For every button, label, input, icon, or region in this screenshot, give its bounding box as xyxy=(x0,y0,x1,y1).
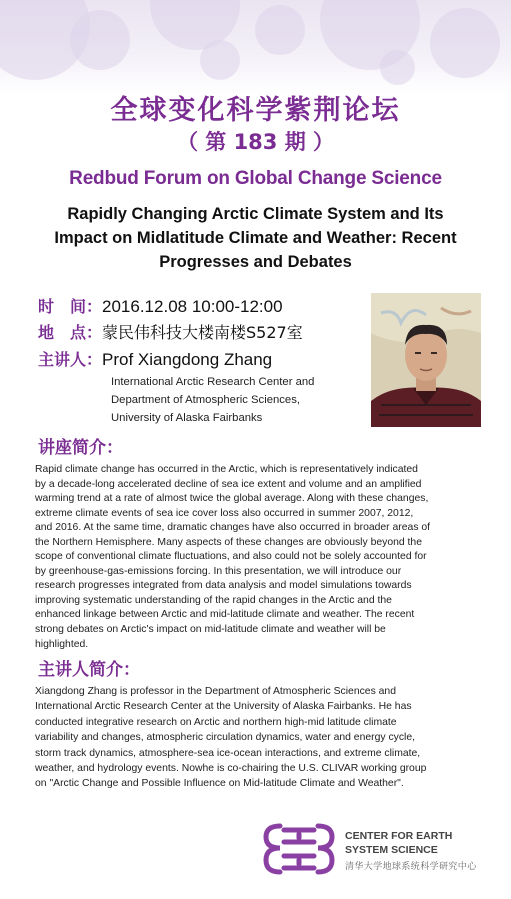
bio-line: on "Arctic Change and Possible Influence on Mid-latitude Climate and Weather". xyxy=(35,778,404,790)
talk-title-line: Impact on Midlatitude Climate and Weather: Recent xyxy=(54,229,457,247)
abstract-line: scope of conventional climate fluctuations, and also could not be solely accounted for xyxy=(35,551,427,563)
talk-title-line: Rapidly Changing Arctic Climate System and Its xyxy=(67,205,444,223)
abstract-line: improving systematic understanding of the rapid changes in the Arctic and the xyxy=(35,594,392,606)
bio-line: weather, and hydrology events. Nowhe is co-chairing the U.S. CLIVAR working group xyxy=(35,763,427,775)
abstract-line: by a decade-long accelerated decline of sea ice extent and volume and an amplified xyxy=(35,478,422,490)
affiliation-line: International Arctic Research Center and xyxy=(111,376,315,388)
affiliation-line: Department of Atmospheric Sciences, xyxy=(111,394,300,406)
center-name-line: SYSTEM SCIENCE xyxy=(345,844,438,856)
issue-number: （ 第 183 期 ） xyxy=(176,130,335,154)
time-label: 时 间： xyxy=(38,297,103,316)
bio-line: conducted integrative research on Arctic and northern high-mid latitude climate xyxy=(35,716,397,728)
speaker-portrait-image xyxy=(371,293,481,427)
speaker-label: 主讲人： xyxy=(38,350,103,369)
center-name-line: CENTER FOR EARTH xyxy=(345,830,453,842)
speaker-row xyxy=(38,347,272,370)
forum-title-en: Redbud Forum on Global Change Science xyxy=(69,168,442,189)
abstract-line: by greenhouse-gas-emissions forcing. In this presentation, we will introduce our xyxy=(35,565,402,577)
bio-line: variability and changes, atmospheric circulation dynamics, water and energy cycle, xyxy=(35,732,416,744)
talk-title-line: Progresses and Debates xyxy=(159,253,352,271)
bio-text xyxy=(35,684,476,792)
center-name-en xyxy=(345,829,452,857)
abstract-text xyxy=(35,463,476,652)
abstract-line: and 2016. At the same time, dramatic changes have also occurred in broader areas of xyxy=(35,522,431,534)
center-name-cn: 清华大学地球系统科学研究中心 xyxy=(345,862,477,872)
time-value: 2016.12.08 10:00-12:00 xyxy=(102,297,283,316)
abstract-line: highlighted. xyxy=(35,638,89,650)
abstract-heading: 讲座简介： xyxy=(38,438,123,458)
abstract-line: enhanced linkage between Arctic and mid-latitude climate and weather. The recent xyxy=(35,609,415,621)
forum-title-cn: 全球变化科学紫荆论坛 xyxy=(110,95,401,126)
bio-line: International Arctic Research Center at the University of Alaska Fairbanks. He has xyxy=(35,701,412,713)
affiliation-line: University of Alaska Fairbanks xyxy=(111,412,263,424)
center-logo-icon xyxy=(262,818,336,880)
header-background xyxy=(0,0,511,95)
abstract-line: the Northern Hemisphere. Many aspects of these changes are obviously beyond the xyxy=(35,536,422,548)
time-row xyxy=(38,294,283,317)
talk-title xyxy=(20,202,491,274)
abstract-line: Rapid climate change has occurred in the Arctic, which is representatively indicated xyxy=(35,464,418,475)
bio-line: Xiangdong Zhang is professor in the Department of Atmospheric Sciences and xyxy=(35,686,396,697)
bio-line: storm track dynamics, atmosphere-sea ice-ocean interactions, and extreme climate, xyxy=(35,747,421,759)
place-label: 地 点： xyxy=(38,323,103,342)
abstract-line: warming trend at a rate of almost twice the global average. Along with these changes, xyxy=(35,493,429,505)
abstract-line: research progresses integrated from data analysis and model simulations towards xyxy=(35,580,412,592)
place-row xyxy=(38,320,303,343)
abstract-line: extreme climate events of sea ice cover loss also occurred in summer 2007, 2012, xyxy=(35,507,414,519)
abstract-line: strong debates on Arctic's impact on mid-latitude climate and weather will be xyxy=(35,624,386,636)
place-value: 蒙民伟科技大楼南楼S527室 xyxy=(102,323,303,342)
speaker-affiliation xyxy=(111,373,314,427)
bio-heading: 主讲人简介： xyxy=(38,660,140,680)
speaker-photo xyxy=(371,293,481,427)
speaker-name: Prof Xiangdong Zhang xyxy=(102,350,273,369)
